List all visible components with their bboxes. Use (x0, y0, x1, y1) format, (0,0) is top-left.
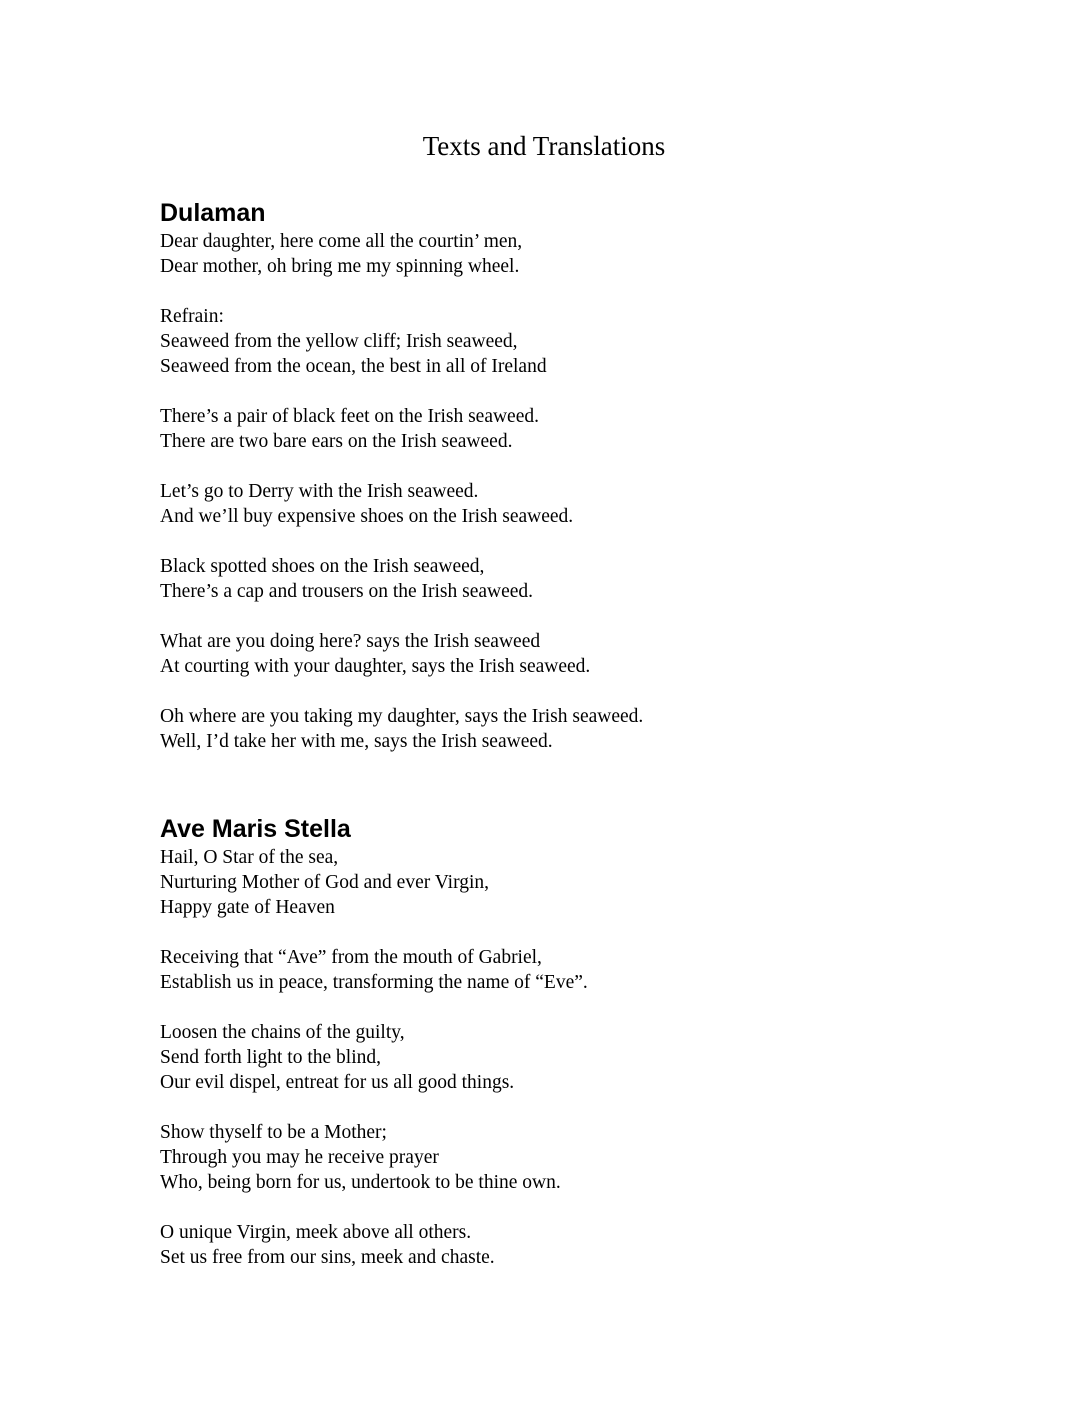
lyric-line: Through you may he receive prayer (160, 1147, 439, 1168)
stanza (160, 845, 920, 920)
stanza-refrain (160, 304, 920, 379)
lyric-line: Establish us in peace, transforming the name of “Eve”. (160, 972, 588, 993)
stanza (160, 229, 920, 279)
lyric-line: Loosen the chains of the guilty, (160, 1022, 405, 1043)
stanza (160, 945, 920, 995)
stanza (160, 704, 920, 754)
stanza (160, 1120, 920, 1195)
stanza (160, 479, 920, 529)
lyric-line: Seaweed from the ocean, the best in all of Ireland (160, 356, 547, 377)
lyric-line: Hail, O Star of the sea, (160, 847, 339, 868)
lyric-line: Set us free from our sins, meek and chaste. (160, 1247, 495, 1268)
song-section-dulaman (160, 197, 920, 779)
lyric-line: Send forth light to the blind, (160, 1047, 381, 1068)
stanza (160, 1220, 920, 1270)
song-section-ave-maris-stella (160, 813, 920, 1295)
lyric-line: There’s a pair of black feet on the Irish seaweed. (160, 406, 539, 427)
lyric-line: Our evil dispel, entreat for us all good things. (160, 1072, 515, 1093)
song-title: Ave Maris Stella (160, 815, 351, 843)
lyric-line: O unique Virgin, meek above all others. (160, 1222, 472, 1243)
lyric-line: Who, being born for us, undertook to be thine own. (160, 1172, 561, 1193)
lyric-line: Dear mother, oh bring me my spinning wheel. (160, 256, 520, 277)
lyric-line: What are you doing here? says the Irish seaweed (160, 631, 541, 652)
lyric-line: Receiving that “Ave” from the mouth of Gabriel, (160, 947, 542, 968)
lyric-line: And we’ll buy expensive shoes on the Irish seaweed. (160, 506, 574, 527)
stanza (160, 404, 920, 454)
stanza (160, 554, 920, 604)
lyric-line: Happy gate of Heaven (160, 897, 335, 918)
lyric-line: Well, I’d take her with me, says the Irish seaweed. (160, 731, 553, 752)
lyric-line: Seaweed from the yellow cliff; Irish seaweed, (160, 331, 518, 352)
stanza (160, 629, 920, 679)
song-title: Dulaman (160, 199, 266, 227)
lyric-line: Nurturing Mother of God and ever Virgin, (160, 872, 490, 893)
stanza (160, 1020, 920, 1095)
lyric-line: Let’s go to Derry with the Irish seaweed. (160, 481, 479, 502)
lyric-line: There’s a cap and trousers on the Irish seaweed. (160, 581, 534, 602)
page-title: Texts and Translations (422, 131, 666, 161)
lyric-line: At courting with your daughter, says the Irish seaweed. (160, 656, 591, 677)
lyric-line: Show thyself to be a Mother; (160, 1122, 387, 1143)
lyric-line: Oh where are you taking my daughter, says the Irish seaweed. (160, 706, 644, 727)
refrain-label: Refrain: (160, 306, 224, 327)
lyric-line: There are two bare ears on the Irish seaweed. (160, 431, 513, 452)
lyric-line: Black spotted shoes on the Irish seaweed, (160, 556, 485, 577)
lyric-line: Dear daughter, here come all the courtin’ men, (160, 231, 523, 252)
